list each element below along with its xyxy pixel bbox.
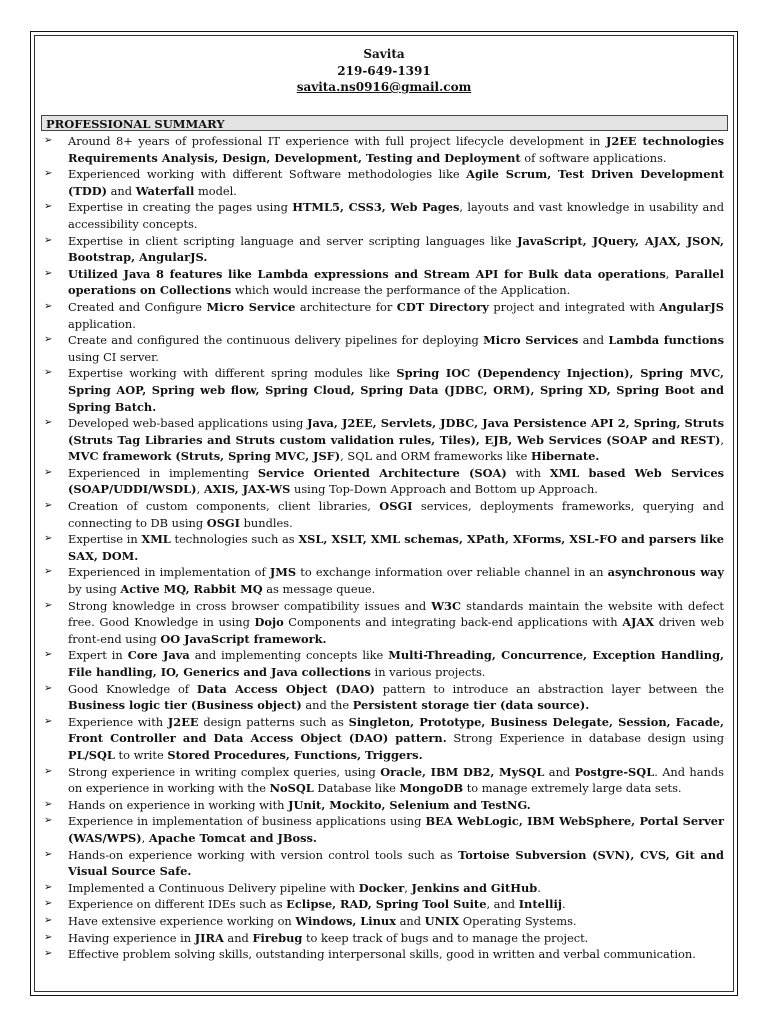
summary-item-text: project and integrated with xyxy=(488,299,660,314)
summary-item xyxy=(44,946,724,963)
summary-list xyxy=(44,133,724,963)
summary-item-text: driven web front-end using xyxy=(68,615,724,646)
summary-item-bold-text: Persistent storage tier (data source). xyxy=(352,698,590,713)
summary-item-text: , xyxy=(404,880,412,895)
arrow-bullet-icon: ➢ xyxy=(44,898,53,910)
summary-item-bold-text: Micro Service xyxy=(206,299,296,314)
summary-item-text: and xyxy=(223,930,253,945)
summary-item-text: using CI server. xyxy=(68,349,159,364)
summary-item-text: , SQL and ORM frameworks like xyxy=(340,449,531,464)
summary-item-bold-text: MVC framework (Struts, Spring MVC, JSF) xyxy=(68,449,341,464)
summary-item xyxy=(44,930,724,947)
summary-item-text: Create and configured the continuous delivery pipelines for deploying xyxy=(68,333,484,348)
summary-item-bold-text: JMS xyxy=(269,565,297,580)
summary-item xyxy=(44,598,724,648)
summary-item-text: Good Knowledge of xyxy=(68,681,197,696)
summary-item xyxy=(44,332,724,365)
summary-item-bold-text: MongoDB xyxy=(399,781,464,796)
summary-item xyxy=(44,564,724,597)
summary-item xyxy=(44,847,724,880)
arrow-bullet-icon: ➢ xyxy=(44,848,53,860)
summary-item-bold-text: Java, J2EE, Servlets, JDBC, Java Persistence API 2, Spring, Struts (Struts Tag Libraries and Struts custom validation rules, Tiles), EJB, Web Services (SOAP and REST) xyxy=(68,416,724,447)
summary-item-text: . xyxy=(537,880,541,895)
summary-item-text: Expertise in creating the pages using xyxy=(68,200,293,215)
summary-item-text: and xyxy=(396,913,425,928)
summary-item-bold-text: Agile Scrum, Test Driven Development (TDD) xyxy=(68,167,724,198)
arrow-bullet-icon: ➢ xyxy=(44,466,53,478)
arrow-bullet-icon: ➢ xyxy=(44,715,53,727)
summary-item-bold-text: Utilized Java 8 features like Lambda expressions and Stream API for Bulk data operations xyxy=(68,266,666,281)
summary-item-bold-text: XSL, XSLT, XML schemas, XPath, XForms, XSL-FO and parsers like SAX, DOM. xyxy=(68,532,724,563)
summary-item-bold-text: J2EE xyxy=(167,714,199,729)
summary-item-text: of software applications. xyxy=(520,150,667,165)
summary-item-text: Hands-on experience working with version control tools such as xyxy=(68,847,459,862)
summary-item-text: Expert in xyxy=(68,648,128,663)
summary-item-text: which would increase the performance of the Application. xyxy=(231,283,571,298)
summary-item xyxy=(44,266,724,299)
summary-item-text: Around 8+ years of professional IT experience with full project lifecycle development in xyxy=(68,134,606,148)
summary-item-text: , xyxy=(196,482,204,497)
summary-item-bold-text: Business logic tier (Business object) xyxy=(68,698,302,713)
summary-item xyxy=(44,299,724,332)
summary-item xyxy=(44,465,724,498)
summary-item xyxy=(44,880,724,897)
arrow-bullet-icon: ➢ xyxy=(44,931,53,943)
summary-item xyxy=(44,233,724,266)
summary-item-text: to write xyxy=(114,747,168,762)
summary-item-bold-text: Docker xyxy=(358,880,405,895)
summary-item-text: Expertise working with different spring modules like xyxy=(68,366,397,381)
summary-item-text: Experience on different IDEs such as xyxy=(68,897,287,912)
summary-item-text: in various projects. xyxy=(370,665,486,679)
summary-item-bold-text: Multi-Threading, Concurrence, Exception Handling, File handling, IO, Generics and Java collections xyxy=(68,648,725,679)
summary-item-bold-text: XML xyxy=(141,532,171,547)
arrow-bullet-icon: ➢ xyxy=(44,914,53,926)
resume-header xyxy=(0,46,768,96)
summary-item-text: and the xyxy=(301,698,353,713)
summary-item-bold-text: Stored Procedures, Functions, Triggers. xyxy=(167,747,423,762)
summary-item-text: Experience with xyxy=(68,714,168,729)
summary-item-bold-text: HTML5, CSS3, Web Pages xyxy=(292,200,460,215)
summary-item-text: Experience in implementation of business applications using xyxy=(68,814,426,829)
summary-item-text: Developed web-based applications using xyxy=(68,416,308,431)
summary-item-text: and xyxy=(578,333,609,348)
summary-item-text: Strong knowledge in cross browser compatibility issues and xyxy=(68,598,432,613)
arrow-bullet-icon: ➢ xyxy=(44,533,53,545)
candidate-email[interactable]: savita.ns0916@gmail.com xyxy=(296,80,472,94)
arrow-bullet-icon: ➢ xyxy=(44,815,53,827)
arrow-bullet-icon: ➢ xyxy=(44,948,53,960)
summary-item xyxy=(44,764,724,797)
summary-item-bold-text: Jenkins and GitHub xyxy=(411,880,538,895)
summary-item-text: , xyxy=(141,830,149,845)
summary-item-text: using Top-Down Approach and Bottom up Approach. xyxy=(290,482,598,497)
summary-item-text: and implementing concepts like xyxy=(189,648,389,663)
arrow-bullet-icon: ➢ xyxy=(44,566,53,578)
summary-item-text: model. xyxy=(194,183,237,198)
summary-item-bold-text: AXIS, JAX-WS xyxy=(203,482,291,497)
summary-item-text: Creation of custom components, client libraries, xyxy=(68,499,380,514)
summary-item-text: , xyxy=(665,266,675,281)
summary-item-bold-text: Core Java xyxy=(127,648,190,663)
summary-item-bold-text: Lambda functions xyxy=(608,333,725,348)
arrow-bullet-icon: ➢ xyxy=(44,201,53,213)
summary-item-bold-text: Oracle, IBM DB2, MySQL xyxy=(380,764,545,779)
summary-item-bold-text: Firebug xyxy=(252,930,303,945)
summary-item-text: . xyxy=(561,897,566,912)
summary-item-bold-text: Micro Services xyxy=(483,333,579,348)
summary-item xyxy=(44,813,724,846)
summary-item-text: , and xyxy=(486,897,519,912)
summary-item-text: Expertise in xyxy=(68,532,142,547)
arrow-bullet-icon: ➢ xyxy=(44,334,53,346)
summary-item-bold-text: Tortoise Subversion (SVN), CVS, Git and Visual Source Safe. xyxy=(68,847,724,879)
summary-item-text: design patterns such as xyxy=(198,714,349,729)
summary-item-bold-text: Data Access Object (DAO) xyxy=(196,681,375,696)
summary-item-text: Created and Configure xyxy=(68,299,207,314)
arrow-bullet-icon: ➢ xyxy=(44,135,53,146)
candidate-name: Savita xyxy=(363,47,405,61)
summary-item xyxy=(44,681,724,714)
arrow-bullet-icon: ➢ xyxy=(44,881,53,893)
arrow-bullet-icon: ➢ xyxy=(44,599,53,611)
summary-item-bold-text: OSGI xyxy=(379,499,413,514)
summary-item xyxy=(44,647,724,680)
summary-item-text: with xyxy=(506,465,550,480)
summary-item-bold-text: Eclipse, RAD, Spring Tool Suite xyxy=(286,897,487,912)
summary-item-bold-text: BEA WebLogic, IBM WebSphere, Portal Server (WAS/WPS) xyxy=(68,814,724,845)
summary-item-bold-text: AJAX xyxy=(622,615,655,630)
summary-item-text: Experienced in implementation of xyxy=(68,565,270,580)
arrow-bullet-icon: ➢ xyxy=(44,798,53,810)
summary-item-text: services, deployments frameworks, querying and connecting to DB using xyxy=(68,499,724,530)
summary-item-text: by using xyxy=(68,582,121,597)
summary-item-bold-text: PL/SQL xyxy=(68,747,115,762)
summary-item xyxy=(44,896,724,913)
summary-item-text: bundles. xyxy=(239,515,293,530)
arrow-bullet-icon: ➢ xyxy=(44,682,53,694)
summary-item-text: to keep track of bugs and to manage the project. xyxy=(302,930,589,945)
summary-item-bold-text: Singleton, Prototype, Business Delegate, Session, Facade, Front Controller and Data Access Object (DAO) pattern. xyxy=(68,714,724,746)
summary-item-text: to manage extremely large data sets. xyxy=(463,781,682,796)
summary-item-text: and xyxy=(107,183,136,198)
summary-item-bold-text: Dojo xyxy=(254,615,284,630)
section-title-professional-summary: PROFESSIONAL SUMMARY xyxy=(41,115,728,131)
summary-item-bold-text: Service Oriented Architecture (SOA) xyxy=(257,465,507,480)
summary-item xyxy=(44,415,724,465)
arrow-bullet-icon: ➢ xyxy=(44,168,53,180)
summary-item xyxy=(44,133,724,166)
summary-item xyxy=(44,913,724,930)
summary-item-text: Strong experience in writing complex queries, using xyxy=(68,764,381,779)
summary-item-text: Experienced working with different Software methodologies like xyxy=(68,167,467,182)
summary-item-text: Having experience in xyxy=(68,930,195,945)
summary-item-text: , layouts and vast knowledge in usability and accessibility concepts. xyxy=(68,200,724,231)
summary-item xyxy=(44,714,724,764)
arrow-bullet-icon: ➢ xyxy=(44,500,53,512)
summary-item-text: architecture for xyxy=(295,299,397,314)
summary-item xyxy=(44,365,724,415)
summary-item-bold-text: Intellij xyxy=(518,897,562,912)
arrow-bullet-icon: ➢ xyxy=(44,300,53,312)
summary-item-text: as message queue. xyxy=(262,582,376,597)
arrow-bullet-icon: ➢ xyxy=(44,765,53,777)
summary-item xyxy=(44,199,724,232)
arrow-bullet-icon: ➢ xyxy=(44,267,53,279)
summary-item-text: standards maintain the website with defect free. Good Knowledge in using xyxy=(68,598,725,630)
summary-item-bold-text: Windows, Linux xyxy=(295,913,396,928)
arrow-bullet-icon: ➢ xyxy=(44,367,53,379)
summary-item-bold-text: CDT Directory xyxy=(396,299,489,314)
summary-item-bold-text: NoSQL xyxy=(269,781,314,796)
summary-item-text: Expertise in client scripting language and server scripting languages like xyxy=(68,233,518,248)
summary-item xyxy=(44,166,724,199)
summary-item-text: Experienced in implementing xyxy=(68,465,258,480)
summary-item-bold-text: OSGI xyxy=(206,515,240,530)
summary-item xyxy=(44,797,724,814)
arrow-bullet-icon: ➢ xyxy=(44,417,53,429)
summary-item-text: Strong Experience in database design using xyxy=(446,731,724,746)
summary-item-text: Implemented a Continuous Delivery pipeline with xyxy=(68,880,359,895)
summary-item-bold-text: Active MQ, Rabbit MQ xyxy=(120,582,263,597)
summary-item-bold-text: Hibernate. xyxy=(530,449,600,464)
arrow-bullet-icon: ➢ xyxy=(44,649,53,661)
summary-item-text: . And hands on experience in working with the xyxy=(68,764,725,796)
summary-item xyxy=(44,498,724,531)
summary-item-bold-text: asynchronous way xyxy=(607,565,725,580)
summary-item-text: Hands on experience in working with xyxy=(68,797,289,812)
arrow-bullet-icon: ➢ xyxy=(44,234,53,246)
summary-item-bold-text: Parallel operations on Collections xyxy=(68,266,724,298)
summary-item-text: Effective problem solving skills, outstanding interpersonal skills, good in written and verbal communication. xyxy=(68,947,696,962)
summary-item-bold-text: Apache Tomcat and JBoss. xyxy=(148,830,317,845)
summary-item-text: Database like xyxy=(313,781,400,796)
summary-item-bold-text: AngularJS xyxy=(659,299,724,314)
summary-item-bold-text: JavaScript, JQuery, AJAX, JSON, Bootstrap, AngularJS. xyxy=(68,233,724,265)
summary-item-bold-text: Spring IOC (Dependency Injection), Spring MVC, Spring AOP, Spring web flow, Spring Cloud, Spring Data (JDBC, ORM), Spring XD, Spring Boot and Spring Batch. xyxy=(68,366,724,414)
summary-item xyxy=(44,531,724,564)
summary-item-bold-text: JIRA xyxy=(194,930,224,945)
summary-item-bold-text: XML based Web Services (SOAP/UDDI/WSDL) xyxy=(68,465,724,497)
summary-item-text: Have extensive experience working on xyxy=(68,913,296,928)
summary-item-text: Components and integrating back-end applications with xyxy=(283,615,623,630)
summary-item-bold-text: W3C xyxy=(431,598,462,613)
summary-item-text: pattern to introduce an abstraction layer between the xyxy=(374,681,724,696)
summary-item-bold-text: JUnit, Mockito, Selenium and TestNG. xyxy=(288,797,531,812)
summary-item-text: application. xyxy=(68,316,136,331)
summary-item-bold-text: Waterfall xyxy=(135,183,195,198)
summary-item-bold-text: UNIX xyxy=(424,913,460,928)
summary-item-text: , xyxy=(720,432,724,447)
summary-item-text: Operating Systems. xyxy=(459,913,577,928)
candidate-phone: 219-649-1391 xyxy=(337,63,431,78)
summary-item-bold-text: Postgre-SQL xyxy=(574,764,655,779)
summary-item-text: to exchange information over reliable channel in an xyxy=(296,565,608,580)
summary-item-bold-text: OO JavaScript framework. xyxy=(160,631,327,646)
summary-item-bold-text: J2EE technologies Requirements Analysis, Design, Development, Testing and Deployment xyxy=(68,134,724,165)
summary-item-text: technologies such as xyxy=(170,532,299,547)
summary-item-text: and xyxy=(544,764,575,779)
